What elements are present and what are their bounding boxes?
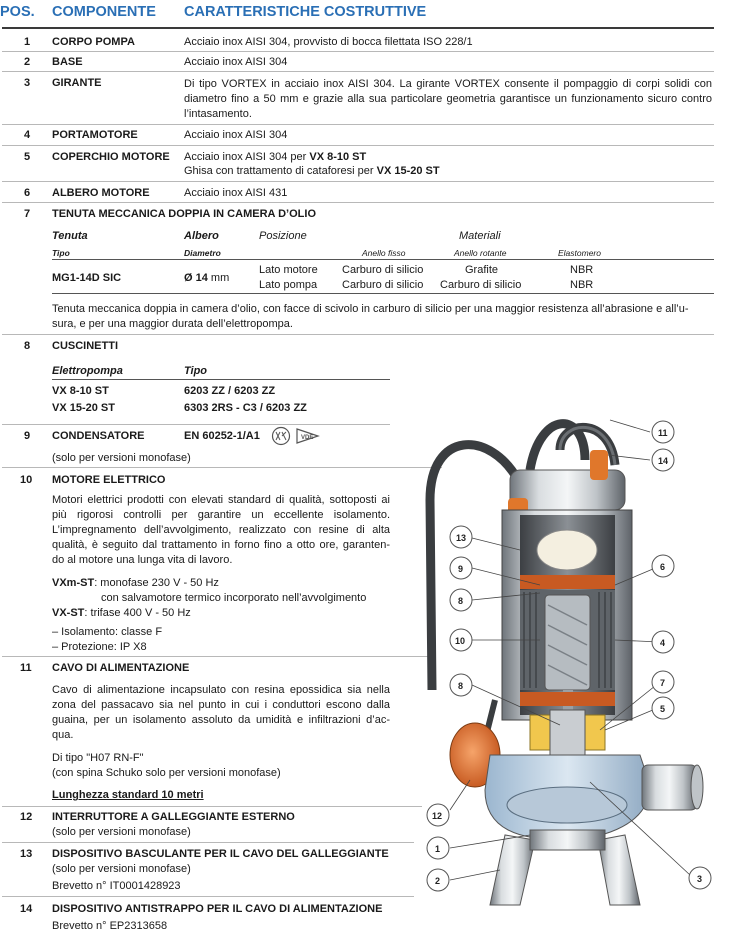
seal-row-1-elastomero: NBR (570, 264, 594, 276)
row-divider (2, 424, 390, 425)
motor-vxm-line2: con salvamotore termico incorporato nell’avvolgimento (101, 592, 367, 604)
bearings-col-pump: Elettropompa (52, 365, 123, 377)
svg-text:4: 4 (660, 638, 666, 648)
seal-row-1-rotante: Grafite (465, 264, 499, 276)
bearings-row-2-type: 6303 2RS - C3 / 6203 ZZ (184, 402, 307, 414)
svg-text:2: 2 (435, 876, 441, 886)
row-5-name: COPERCHIO MOTORE (52, 151, 170, 163)
svg-text:8: 8 (458, 596, 464, 606)
row-6-desc: Acciaio inox AISI 431 (184, 187, 288, 199)
svg-text:5: 5 (660, 704, 666, 714)
tilting-patent: Brevetto n° IT0001428923 (52, 880, 181, 892)
row-9-number: 9 (24, 430, 31, 442)
seal-row-2-position: Lato pompa (259, 279, 318, 291)
svg-text:6: 6 (660, 562, 666, 572)
row-divider (2, 124, 714, 125)
header-component: COMPONENTE (52, 4, 156, 20)
bearings-row-2-pump: VX 15-20 ST (52, 402, 115, 414)
cable-length: Lunghezza standard 10 metri (52, 789, 204, 801)
row-3-name: GIRANTE (52, 77, 102, 89)
row-9-name: CONDENSATORE (52, 430, 145, 442)
row-2-name: BASE (52, 56, 83, 68)
row-7-name: TENUTA MECCANICA DOPPIA IN CAMERA D’OLIO (52, 208, 316, 220)
seal-col-materiali: Materiali (459, 230, 501, 242)
motor-vx-line: VX-ST: trifase 400 V - 50 Hz (52, 607, 191, 619)
cable-text: Cavo di alimentazione incapsulato con resina epossidica sia nella zona del passacavo sia nel punto in cui i conduttori escono dalla guaina, per un isolamento assoluto da umidità e infiltrazioni d’ac- qua. (52, 684, 390, 741)
row-13-name: DISPOSITIVO BASCULANTE PER IL CAVO DEL GALLEGGIANTE (52, 848, 389, 860)
row-1-name: CORPO POMPA (52, 36, 135, 48)
svg-text:3: 3 (697, 874, 703, 884)
svg-text:12: 12 (432, 811, 443, 821)
row-6-number: 6 (24, 187, 31, 199)
motor-insulation: – Isolamento: classe F (52, 626, 163, 638)
row-divider (2, 806, 422, 807)
row-divider (2, 145, 714, 146)
motor-vxm-line1: VXm-ST: monofase 230 V - 50 Hz (52, 577, 219, 589)
svg-text:1: 1 (435, 844, 441, 854)
seal-sub-anello-rotante: Anello rotante (454, 248, 507, 258)
row-2-desc: Acciaio inox AISI 304 (184, 56, 288, 68)
seal-row-2-elastomero: NBR (570, 279, 594, 291)
svg-text:9: 9 (458, 564, 464, 574)
pump-cutaway-illustration (410, 410, 739, 938)
seal-model: MG1-14D SIC (52, 272, 122, 284)
row-13-number: 13 (20, 848, 33, 860)
row-3-number: 3 (24, 77, 31, 89)
seal-header-rule (52, 259, 714, 260)
row-divider (2, 896, 414, 897)
row-divider (2, 51, 714, 52)
bearings-row-1-type: 6203 ZZ / 6203 ZZ (184, 385, 276, 397)
row-12-number: 12 (20, 811, 33, 823)
seal-sub-elastomero: Elastomero (558, 248, 601, 258)
strain-patent: Brevetto n° EP2313658 (52, 920, 168, 932)
row-12-name: INTERRUTTORE A GALLEGGIANTE ESTERNO (52, 811, 295, 823)
row-divider (2, 656, 430, 657)
svg-text:7: 7 (660, 678, 666, 688)
row-5-desc-line2: Ghisa con trattamento di cataforesi per VX 15-20 ST (184, 165, 440, 177)
header-rule (2, 27, 714, 29)
svg-text:11: 11 (658, 428, 668, 438)
row-divider (2, 467, 442, 468)
row-5-number: 5 (24, 151, 31, 163)
row-7-number: 7 (24, 208, 31, 220)
row-6-name: ALBERO MOTORE (52, 187, 150, 199)
row-divider (2, 71, 714, 72)
capacitor-note: (solo per versioni monofase) (52, 452, 191, 464)
row-4-name: PORTAMOTORE (52, 129, 138, 141)
row-14-number: 14 (20, 903, 33, 915)
bearings-col-type: Tipo (184, 365, 208, 377)
seal-sub-diametro: Diametro (184, 248, 221, 258)
row-5-desc-line1: Acciaio inox AISI 304 per VX 8-10 ST (184, 151, 367, 163)
seal-sub-anello-fisso: Anello fisso (362, 248, 406, 258)
row-8-number: 8 (24, 340, 31, 352)
row-11-number: 11 (20, 662, 32, 674)
float-note: (solo per versioni monofase) (52, 826, 191, 838)
row-14-name: DISPOSITIVO ANTISTRAPPO PER IL CAVO DI ALIMENTAZIONE (52, 903, 383, 915)
seal-table-bottom-rule (52, 293, 714, 294)
row-divider (2, 334, 714, 335)
seal-col-albero: Albero (184, 230, 219, 242)
seal-note: Tenuta meccanica doppia in camera d’olio, con facce di scivolo in carburo di silicio per una maggior resistenza all’abrasione e all’u- sura, e per una maggior durata dell’elettropompa. (52, 303, 689, 330)
seal-row-2-fisso: Carburo di silicio (342, 279, 424, 291)
row-10-name: MOTORE ELETTRICO (52, 474, 166, 486)
row-divider (2, 842, 414, 843)
bearings-row-1-pump: VX 8-10 ST (52, 385, 109, 397)
row-1-number: 1 (24, 36, 31, 48)
bearings-header-rule (52, 379, 390, 380)
svg-text:10: 10 (455, 636, 466, 646)
row-2-number: 2 (24, 56, 31, 68)
capacitor-standard: EN 60252-1/A1 (184, 430, 260, 442)
seal-diameter: Ø 14 mm (184, 272, 230, 284)
row-divider (2, 181, 714, 182)
row-8-name: CUSCINETTI (52, 340, 118, 352)
row-3-desc: Di tipo VORTEX in acciaio inox AISI 304. La girante VORTEX consente il pompaggio di corpi solidi con diametro fino a 50 mm e grazie alla sua particolare geometria garantisce un funzionamento sicuro contro l’intasamento. (184, 78, 712, 120)
cable-plug: (con spina Schuko solo per versioni monofase) (52, 767, 281, 779)
certification-marks-icon (270, 425, 326, 447)
seal-row-1-position: Lato motore (259, 264, 318, 276)
motor-protection: – Protezione: IP X8 (52, 641, 147, 653)
seal-sub-tipo: Tipo (52, 248, 70, 258)
svg-text:13: 13 (456, 533, 467, 543)
header-features: CARATTERISTICHE COSTRUTTIVE (184, 4, 427, 20)
header-pos: POS. (0, 4, 35, 20)
row-11-name: CAVO DI ALIMENTAZIONE (52, 662, 190, 674)
seal-row-2-rotante: Carburo di silicio (440, 279, 522, 291)
seal-row-1-fisso: Carburo di silicio (342, 264, 424, 276)
svg-text:8: 8 (458, 681, 464, 691)
cable-type: Di tipo "H07 RN-F" (52, 752, 144, 764)
row-1-desc: Acciaio inox AISI 304, provvisto di bocca filettata ISO 228/1 (184, 36, 473, 48)
seal-col-tenuta: Tenuta (52, 230, 88, 242)
seal-col-posizione: Posizione (259, 230, 307, 242)
svg-text:VDE: VDE (301, 435, 314, 441)
motor-text: Motori elettrici prodotti con elevati standard di qualità, sottoposti ai più rigorosi controlli per garantire un eccellente isolamento. L’impregnamento dell’avvolgimento, realizzato con resine di alta qualità, è seguito dal trattamento in forno fino a otto ore, garanten- do al motore una lunga vita di lavoro. (52, 494, 390, 566)
svg-text:14: 14 (658, 456, 669, 466)
row-10-number: 10 (20, 474, 33, 486)
row-4-desc: Acciaio inox AISI 304 (184, 129, 288, 141)
row-4-number: 4 (24, 129, 31, 141)
tilting-note: (solo per versioni monofase) (52, 863, 191, 875)
row-divider (2, 202, 714, 203)
